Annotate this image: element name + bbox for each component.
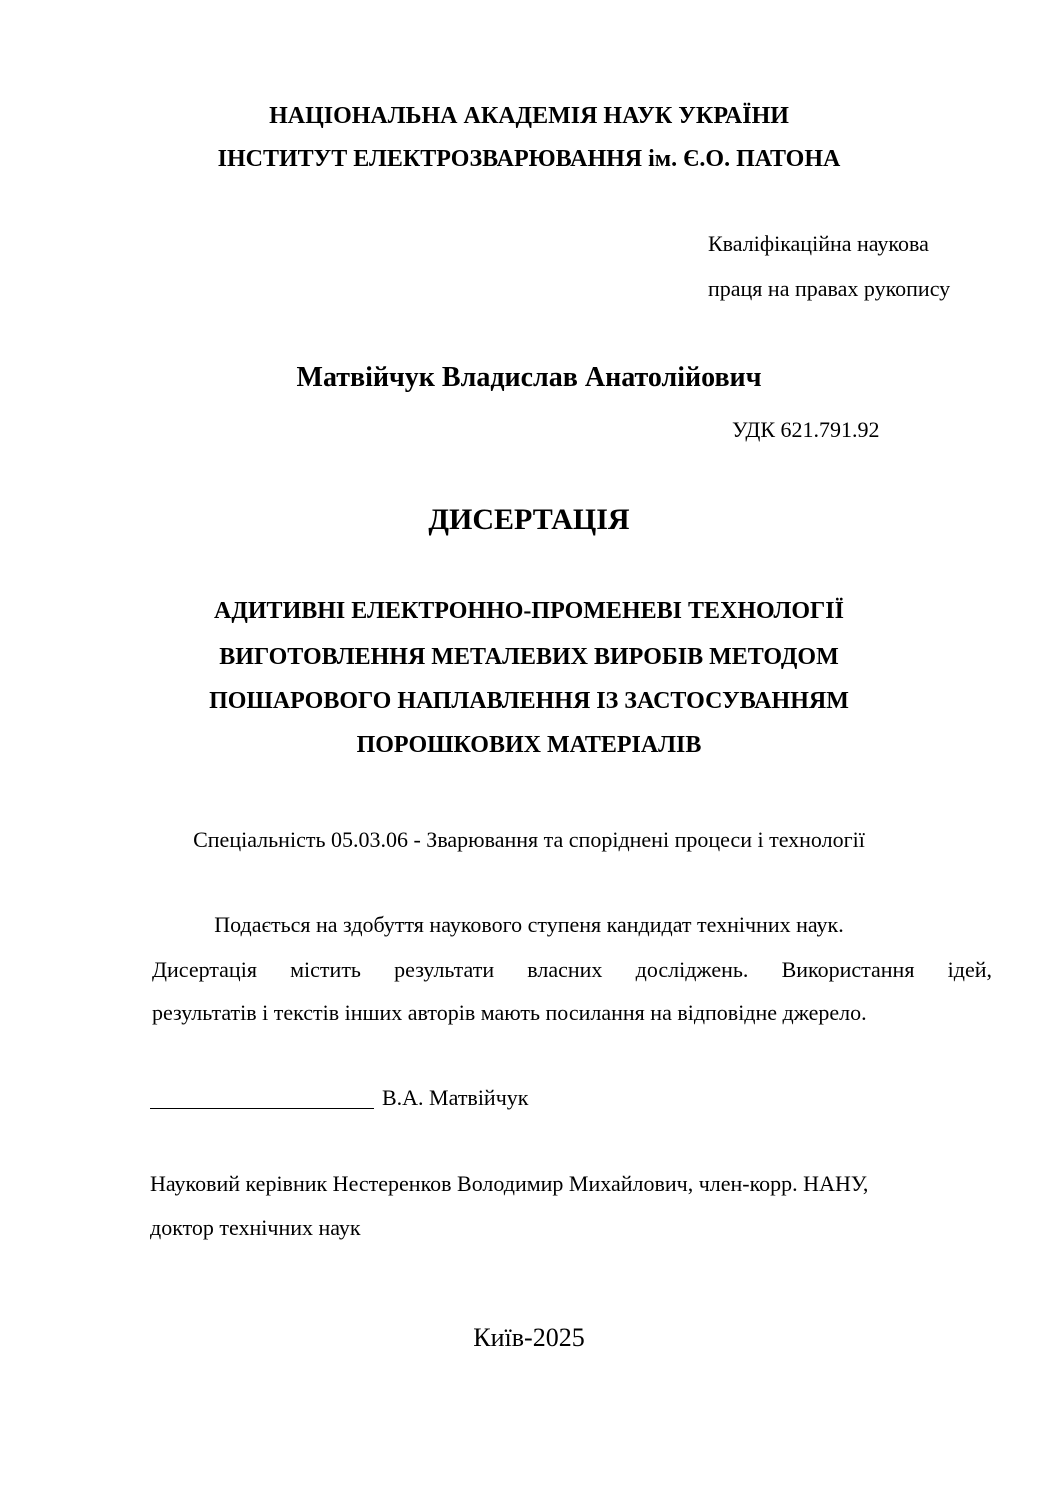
statement-line-3: результатів і текстів інших авторів мають посилання на відповідне джерело. — [152, 1000, 867, 1025]
author-name: Матвійчук Владислав Анатолійович — [296, 362, 762, 393]
signature-line — [150, 1108, 374, 1109]
thesis-title-line-2: ВИГОТОВЛЕННЯ МЕТАЛЕВИХ ВИРОБІВ МЕТОДОМ — [219, 644, 839, 670]
signature-name: В.А. Матвійчук — [382, 1085, 529, 1110]
statement-line-2: Дисертація містить результати власних досліджень. Використання ідей, — [152, 957, 992, 982]
statement-line-1: Подається на здобуття наукового ступеня кандидат технічних наук. — [214, 912, 844, 937]
institute-name: ІНСТИТУТ ЕЛЕКТРОЗВАРЮВАННЯ ім. Є.О. ПАТОНА — [217, 146, 841, 172]
specialty: Спеціальність 05.03.06 - Зварювання та споріднені процеси і технології — [193, 827, 865, 852]
supervisor-line-1: Науковий керівник Нестеренков Володимир Михайлович, член-корр. НАНУ, — [150, 1171, 869, 1196]
thesis-title-line-1: АДИТИВНІ ЕЛЕКТРОННО-ПРОМЕНЕВІ ТЕХНОЛОГІЇ — [214, 598, 844, 624]
manuscript-note-line-2: праця на правах рукопису — [708, 276, 951, 301]
thesis-title-line-3: ПОШАРОВОГО НАПЛАВЛЕННЯ ІЗ ЗАСТОСУВАННЯМ — [209, 688, 849, 714]
document-type-heading: ДИСЕРТАЦІЯ — [428, 503, 630, 536]
manuscript-note-line-1: Кваліфікаційна наукова — [708, 231, 929, 256]
thesis-title-line-4: ПОРОШКОВИХ МАТЕРІАЛІВ — [356, 732, 702, 758]
udk-code: УДК 621.791.92 — [732, 417, 880, 442]
city-year: Київ-2025 — [473, 1323, 585, 1352]
supervisor-line-2: доктор технічних наук — [150, 1215, 361, 1240]
academy-name: НАЦІОНАЛЬНА АКАДЕМІЯ НАУК УКРАЇНИ — [269, 103, 789, 129]
